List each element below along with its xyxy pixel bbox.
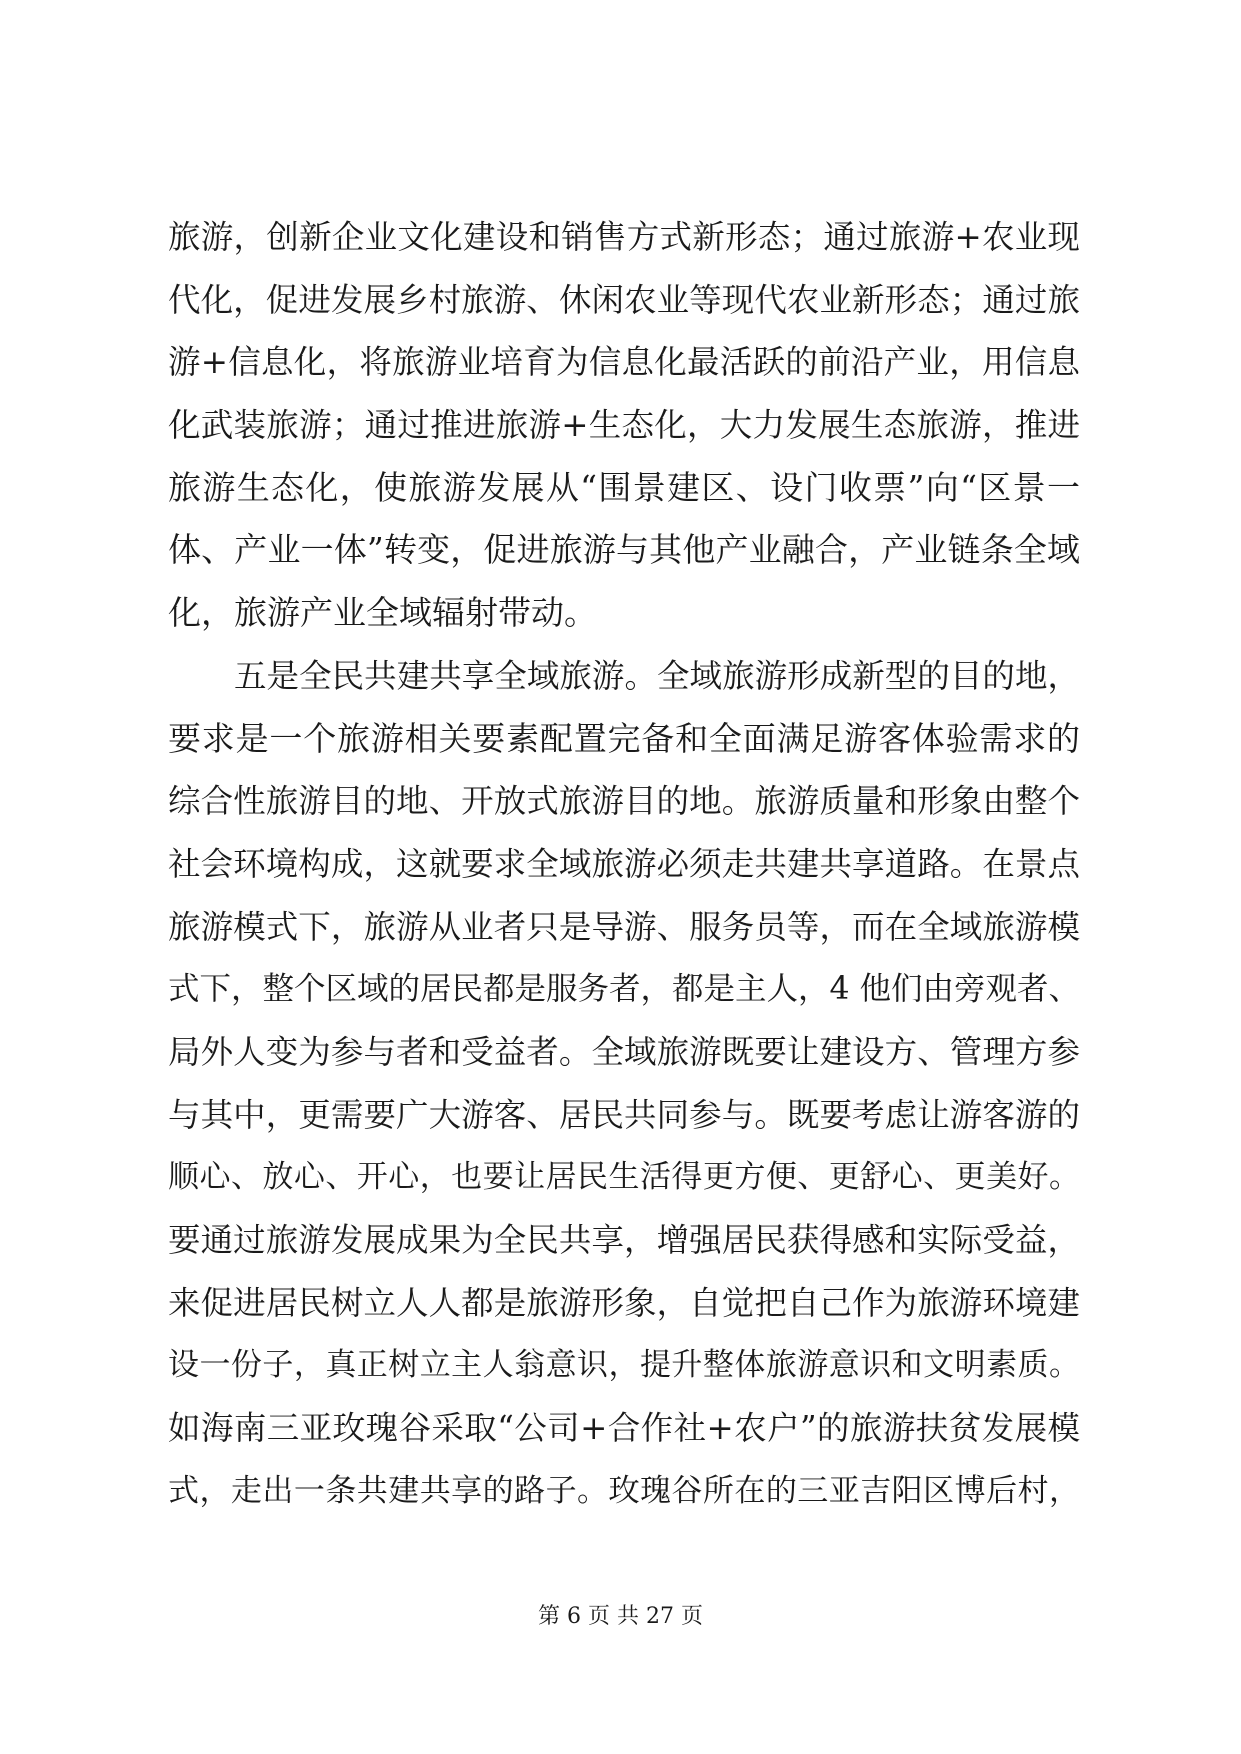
text-line: 游+信息化，将旅游业培育为信息化最活跃的前沿产业，用信息 bbox=[168, 343, 1080, 382]
text-line: 来促进居民树立人人都是旅游形象，自觉把自己作为旅游环境建 bbox=[168, 1283, 1080, 1322]
text-line: 旅游生态化，使旅游发展从“围景建区、设门收票”向“区景一 bbox=[168, 467, 1080, 507]
text-line: 如海南三亚玫瑰谷采取“公司+合作社+农户”的旅游扶贫发展模 bbox=[168, 1409, 1080, 1448]
text-line: 旅游，创新企业文化建设和销售方式新形态；通过旅游+农业现 bbox=[168, 218, 1080, 256]
text-line: 综合性旅游目的地、开放式旅游目的地。旅游质量和形象由整个 bbox=[168, 782, 1080, 821]
text-line: 顺心、放心、开心，也要让居民生活得更方便、更舒心、更美好。 bbox=[168, 1159, 1080, 1196]
text-line: 体、产业一体”转变，促进旅游与其他产业融合，产业链条全域 bbox=[168, 530, 1080, 570]
text-line: 社会环境构成，这就要求全域旅游必须走共建共享道路。在景点 bbox=[168, 844, 1080, 883]
text-line: 要求是一个旅游相关要素配置完备和全面满足游客体验需求的 bbox=[168, 718, 1080, 758]
text-line: 局外人变为参与者和受益者。全域旅游既要让建设方、管理方参 bbox=[168, 1032, 1080, 1071]
page-number-footer: 第 6 页 共 27 页 bbox=[538, 1604, 703, 1629]
text-line: 与其中，更需要广大游客、居民共同参与。既要考虑让游客游的 bbox=[168, 1095, 1080, 1134]
text-line: 式，走出一条共建共享的路子。玫瑰谷所在的三亚吉阳区博后村， bbox=[168, 1472, 1080, 1509]
text-line: 要通过旅游发展成果为全民共享，增强居民获得感和实际受益， bbox=[168, 1221, 1080, 1259]
document-body bbox=[168, 206, 1080, 1522]
text-line: 化，旅游产业全域辐射带动。 bbox=[168, 593, 597, 633]
text-line: 式下，整个区域的居民都是服务者，都是主人，4 他们由旁观者、 bbox=[168, 971, 1081, 1008]
text-line: 五是全民共建共享全域旅游。全域旅游形成新型的目的地， bbox=[234, 656, 1080, 695]
text-line: 代化，促进发展乡村旅游、休闲农业等现代农业新形态；通过旅 bbox=[168, 280, 1080, 319]
text-line: 化武装旅游；通过推进旅游+生态化，大力发展生态旅游，推进 bbox=[168, 406, 1080, 445]
text-line: 旅游模式下，旅游从业者只是导游、服务员等，而在全域旅游模 bbox=[168, 907, 1080, 946]
text-line: 设一份子，真正树立主人翁意识，提升整体旅游意识和文明素质。 bbox=[168, 1347, 1080, 1384]
